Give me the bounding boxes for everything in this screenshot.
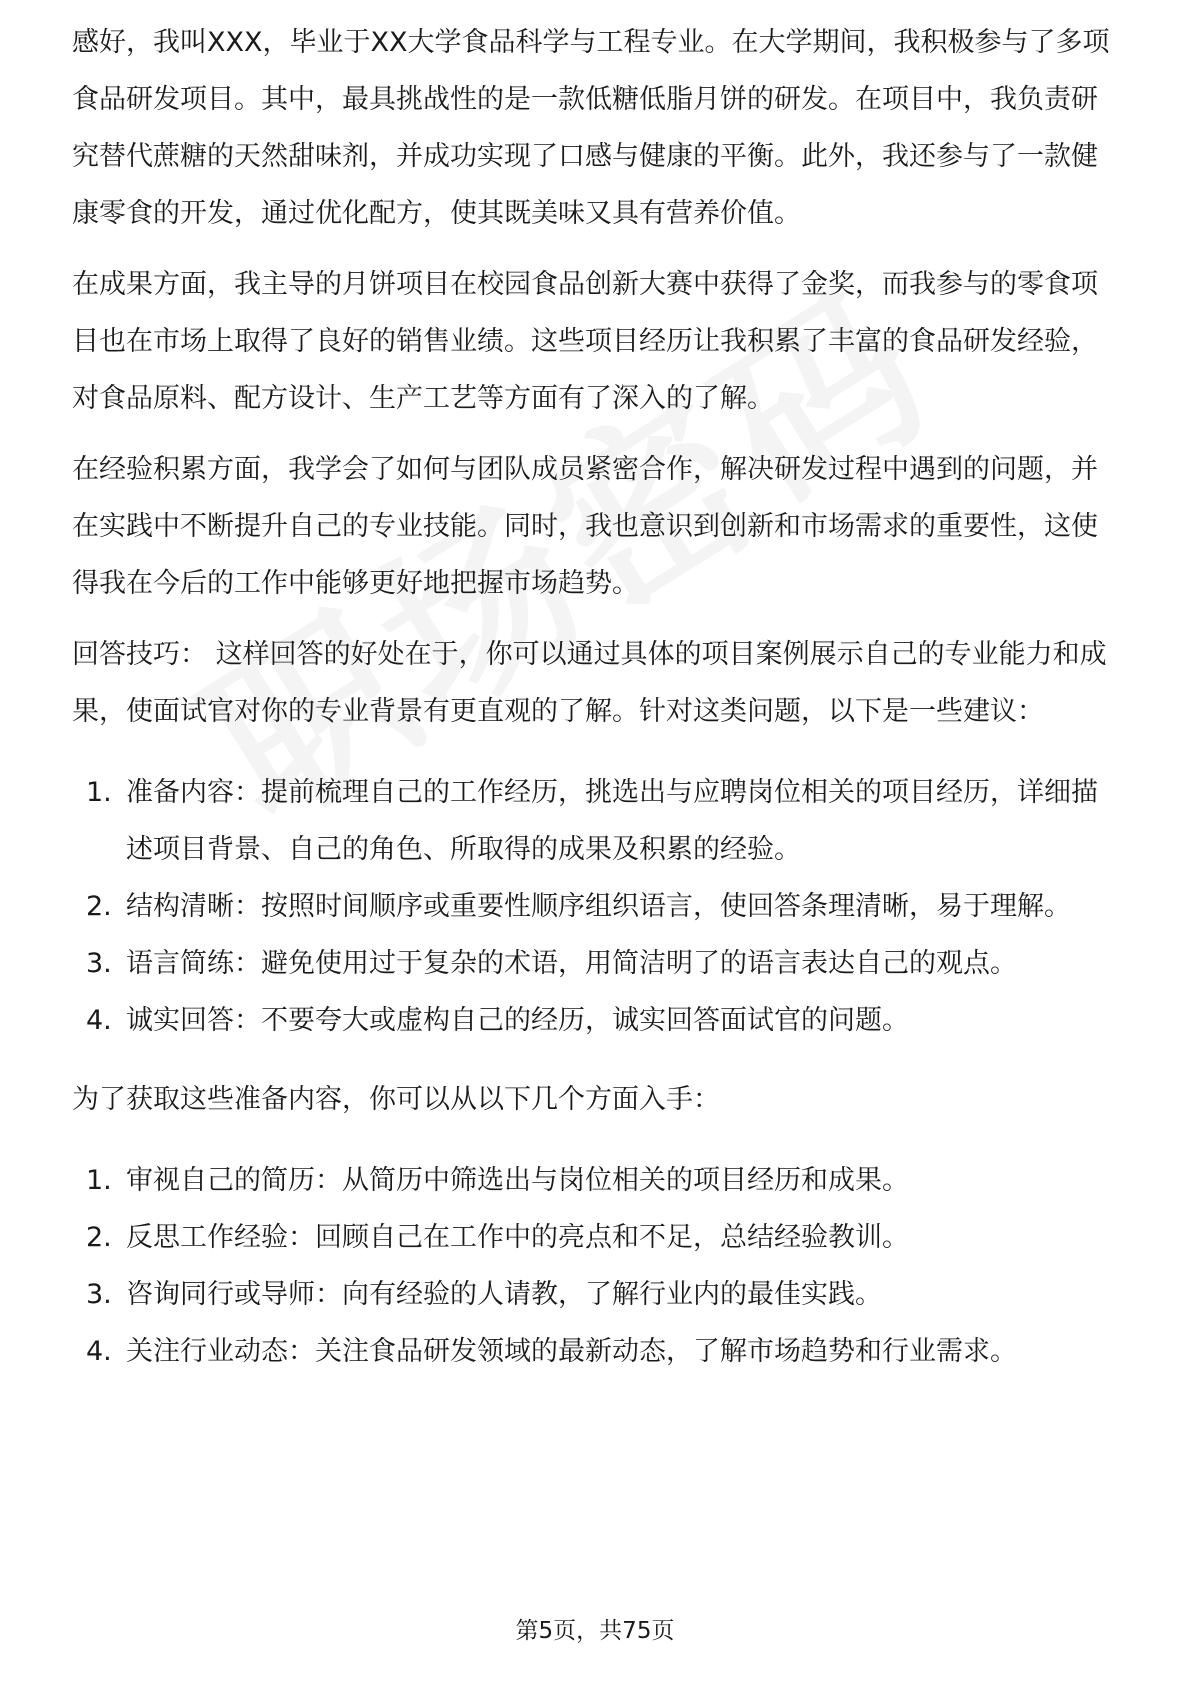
list-number: 2. xyxy=(86,1222,112,1253)
list-text: 审视自己的简历：从简历中筛选出与岗位相关的项目经历和成果。 xyxy=(126,1165,909,1196)
list-text: 关注行业动态：关注食品研发领域的最新动态，了解市场趋势和行业需求。 xyxy=(126,1336,1017,1367)
preparation-list xyxy=(72,1152,1122,1380)
list-text: 语言简练：避免使用过于复杂的术语，用简洁明了的语言表达自己的观点。 xyxy=(126,948,1017,979)
paragraph-answer-tips: 回答技巧： 这样回答的好处在于，你可以通过具体的项目案例展示自己的专业能力和成果，使面试官对你的专业背景有更直观的了解。针对这类问题，以下是一些建议： xyxy=(72,639,1107,727)
list-item xyxy=(72,1266,1122,1323)
paragraph-project-intro: 感好，我叫XXX，毕业于XX大学食品科学与工程专业。在大学期间，我积极参与了多项食品研发项目。其中，最具挑战性的是一款低糖低脂月饼的研发。在项目中，我负责研究替代蔗糖的天然甜味剂，并成功实现了口感与健康的平衡。此外，我还参与了一款健康零食的开发，通过优化配方，使其既美味又具有营养价值。 xyxy=(72,27,1110,229)
list-item xyxy=(72,935,1122,992)
list-item xyxy=(72,764,1122,878)
paragraph-experience: 在经验积累方面，我学会了如何与团队成员紧密合作，解决研发过程中遇到的问题，并在实践中不断提升自己的专业技能。同时，我也意识到创新和市场需求的重要性，这使得我在今后的工作中能够更好地把握市场趋势。 xyxy=(72,454,1098,599)
list-text: 咨询同行或导师：向有经验的人请教，了解行业内的最佳实践。 xyxy=(126,1279,882,1310)
list-number: 2. xyxy=(86,891,112,922)
list-text: 诚实回答：不要夸大或虚构自己的经历，诚实回答面试官的问题。 xyxy=(126,1005,909,1036)
list-item xyxy=(72,992,1122,1049)
list-number: 4. xyxy=(86,1336,112,1367)
document-body xyxy=(72,28,1122,1402)
list-item xyxy=(72,878,1122,935)
list-text: 反思工作经验：回顾自己在工作中的亮点和不足，总结经验教训。 xyxy=(126,1222,909,1253)
page-footer: 第5页，共75页 xyxy=(515,1618,675,1644)
list-text: 结构清晰：按照时间顺序或重要性顺序组织语言，使回答条理清晰，易于理解。 xyxy=(126,891,1071,922)
list-item xyxy=(72,1323,1122,1380)
list-item xyxy=(72,1209,1122,1266)
list-item xyxy=(72,1152,1122,1209)
list-number: 4. xyxy=(86,1005,112,1036)
list-number: 3. xyxy=(86,1279,112,1310)
list-number: 1. xyxy=(86,777,112,808)
list-number: 1. xyxy=(86,1165,112,1196)
list-text: 准备内容：提前梳理自己的工作经历，挑选出与应聘岗位相关的项目经历，详细描述项目背景、自己的角色、所取得的成果及积累的经验。 xyxy=(126,777,1098,865)
list-number: 3. xyxy=(86,948,112,979)
tips-list xyxy=(72,764,1122,1049)
paragraph-preparation: 为了获取这些准备内容，你可以从以下几个方面入手： xyxy=(72,1084,720,1115)
paragraph-achievements: 在成果方面，我主导的月饼项目在校园食品创新大赛中获得了金奖，而我参与的零食项目也在市场上取得了良好的销售业绩。这些项目经历让我积累了丰富的食品研发经验，对食品原料、配方设计、生产工艺等方面有了深入的了解。 xyxy=(72,269,1098,414)
